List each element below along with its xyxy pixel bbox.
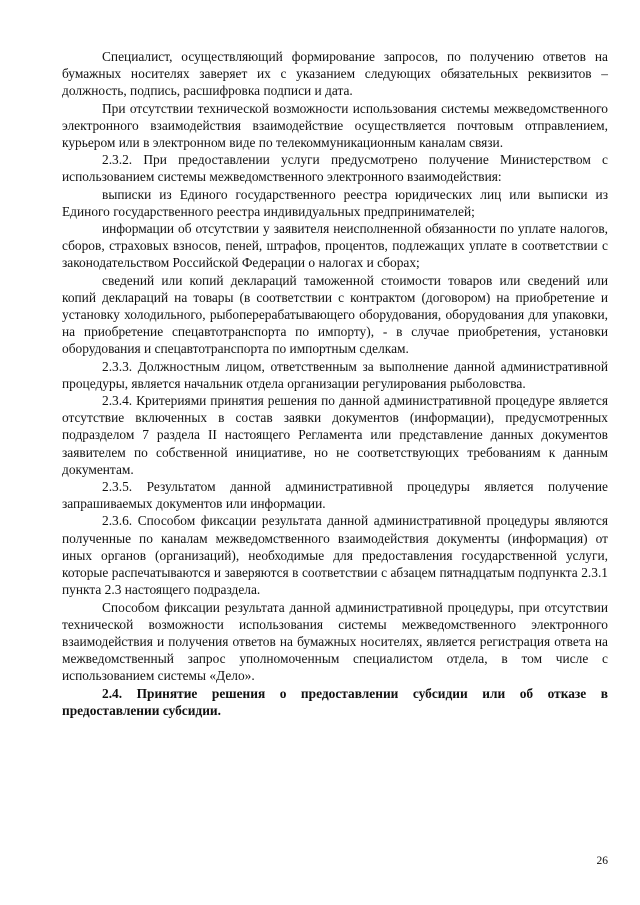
paragraph: сведений или копий деклараций таможенной стоимости товаров или сведений или копий деклараций на товары (в соответствии с контрактом (договором) на приобретение и установку холодильного, рыбоперерабатывающего оборудования, оборудования для упаковки, на приобретение спецавтотранспорта по импорту), - в случае приобретения, установки оборудования и спецавтотранспорта по импортным сделкам. — [62, 272, 608, 357]
paragraph: При отсутствии технической возможности использования системы межведомственного электронного взаимодействия взаимодействие осуществляется почтовым отправлением, курьером или в электронном виде по телекоммуникационным каналам связи. — [62, 100, 608, 151]
document-body — [62, 48, 608, 719]
paragraph: 2.3.6. Способом фиксации результата данной административной процедуры являются полученные по каналам межведомственного взаимодействия документы (информация) от иных органов (организаций), необходимые для предоставления государственной услуги, которые распечатываются и заверяются в соответствии с абзацем пятнадцатым подпункта 2.3.1 пункта 2.3 настоящего подраздела. — [62, 513, 608, 598]
page-number: 26 — [596, 855, 608, 867]
paragraph: 2.3.4. Критериями принятия решения по данной административной процедуре является отсутствие включенных в состав заявки документов (информации), предусмотренных подразделом 7 раздела II настоящего Регламента или представление данных документов заявителем по собственной инициативе, но не соответствующих требованиям к данным документам. — [62, 393, 608, 477]
paragraph: 2.3.2. При предоставлении услуги предусмотрено получение Министерством с использованием системы межведомственного электронного взаимодействия: — [62, 152, 608, 185]
section-heading: 2.4. Принятие решения о предоставлении субсидии или об отказе в предоставлении субсидии. — [62, 685, 608, 718]
paragraph: 2.3.3. Должностным лицом, ответственным за выполнение данной административной процедуры, является начальник отдела организации регулирования рыболовства. — [62, 358, 608, 391]
paragraph: выписки из Единого государственного реестра юридических лиц или выписки из Единого государственного реестра индивидуальных предпринимателей; — [62, 186, 608, 219]
paragraph: информации об отсутствии у заявителя неисполненной обязанности по уплате налогов, сборов, страховых взносов, пеней, штрафов, процентов, подлежащих уплате в соответствии с законодательством Российской Федерации о налогах и сборах; — [62, 221, 608, 271]
paragraph: 2.3.5. Результатом данной административной процедуры является получение запрашиваемых документов или информации. — [62, 479, 608, 512]
paragraph: Способом фиксации результата данной административной процедуры, при отсутствии технической возможности использования системы межведомственного электронного взаимодействия и получения ответов на бумажных носителях, является регистрация ответа на межведомственный запрос уполномоченным специалистом отдела, в том числе с использованием системы «Дело». — [62, 599, 608, 684]
paragraph: Специалист, осуществляющий формирование запросов, по получению ответов на бумажных носителях заверяет их с указанием следующих обязательных реквизитов – должность, подпись, расшифровка подписи и дата. — [62, 49, 608, 99]
